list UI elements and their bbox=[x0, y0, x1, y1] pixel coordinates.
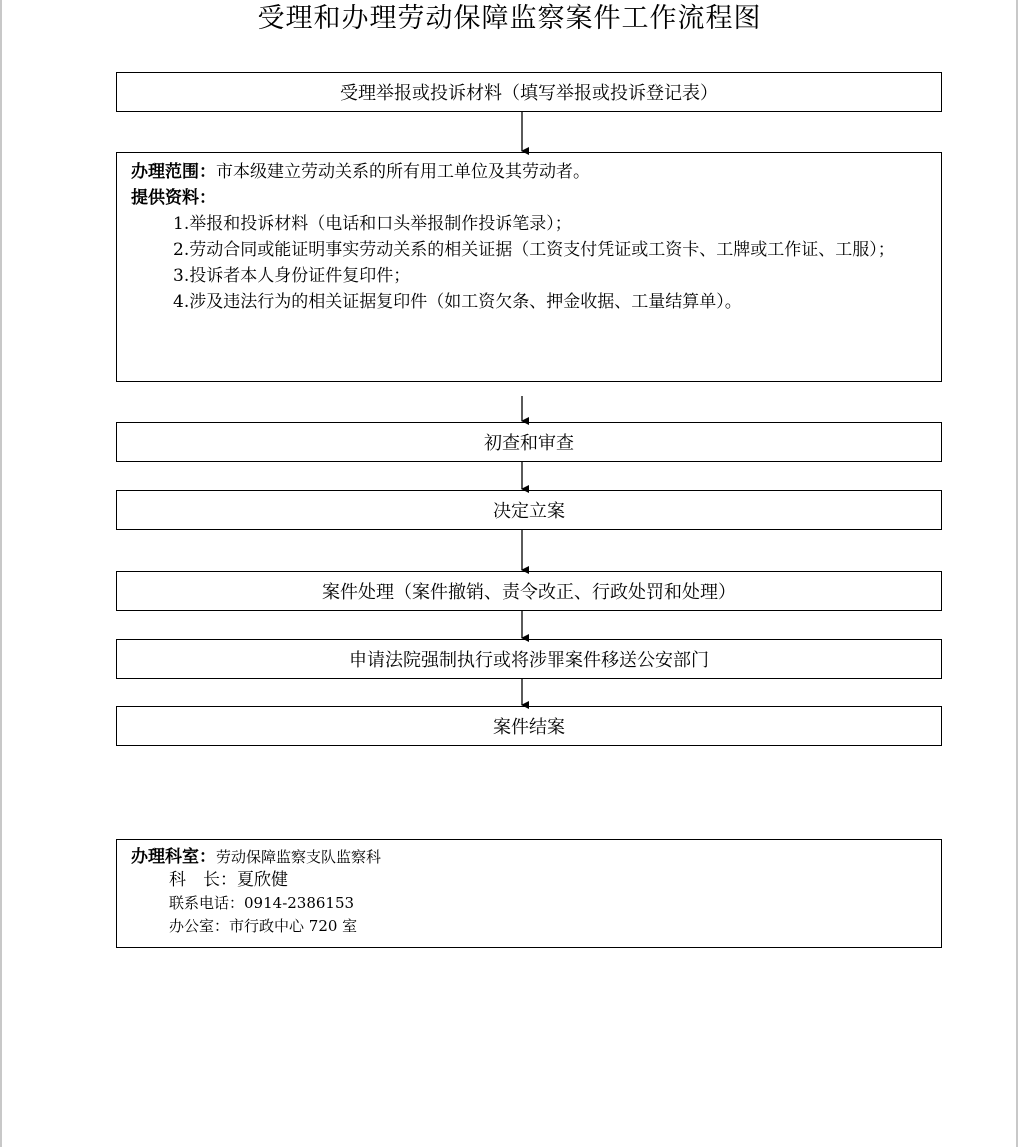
step-case-handling-label: 案件处理（案件撤销、责令改正、行政处罚和处理） bbox=[322, 582, 736, 603]
office-room: 市行政中心 720 室 bbox=[229, 917, 358, 935]
step-case-closed-label: 案件结案 bbox=[493, 717, 565, 738]
materials-label: 提供资料： bbox=[131, 188, 216, 208]
step-accept-label: 受理举报或投诉材料（填写举报或投诉登记表） bbox=[340, 83, 718, 104]
scope-label: 办理范围： bbox=[131, 162, 216, 182]
office-chief-label: 科 长： bbox=[169, 870, 237, 890]
step-initial-review-label: 初查和审查 bbox=[484, 433, 574, 454]
flowchart-title: 受理和办理劳动保障监察案件工作流程图 bbox=[257, 3, 762, 34]
office-phone-label: 联系电话： bbox=[169, 894, 245, 912]
material-item-2: 2.劳动合同或能证明事实劳动关系的相关证据（工资支付凭证或工资卡、工牌或工作证、工服）； bbox=[173, 240, 895, 260]
step-enforcement-label: 申请法院强制执行或将涉罪案件移送公安部门 bbox=[349, 650, 709, 671]
office-chief: 夏欣健 bbox=[237, 870, 288, 890]
material-item-1: 1.举报和投诉材料（电话和口头举报制作投诉笔录）； bbox=[173, 214, 572, 234]
office-dept-label: 办理科室： bbox=[131, 847, 216, 867]
step-file-case-label: 决定立案 bbox=[493, 501, 565, 522]
material-item-4: 4.涉及违法行为的相关证据复印件（如工资欠条、押金收据、工量结算单）。 bbox=[173, 292, 742, 312]
material-item-3: 3.投诉者本人身份证件复印件； bbox=[173, 266, 411, 286]
office-dept: 劳动保障监察支队监察科 bbox=[216, 848, 382, 866]
office-phone: 0914-2386153 bbox=[244, 894, 355, 912]
scope-text: 市本级建立劳动关系的所有用工单位及其劳动者。 bbox=[216, 162, 590, 182]
office-room-label: 办公室： bbox=[169, 917, 230, 935]
